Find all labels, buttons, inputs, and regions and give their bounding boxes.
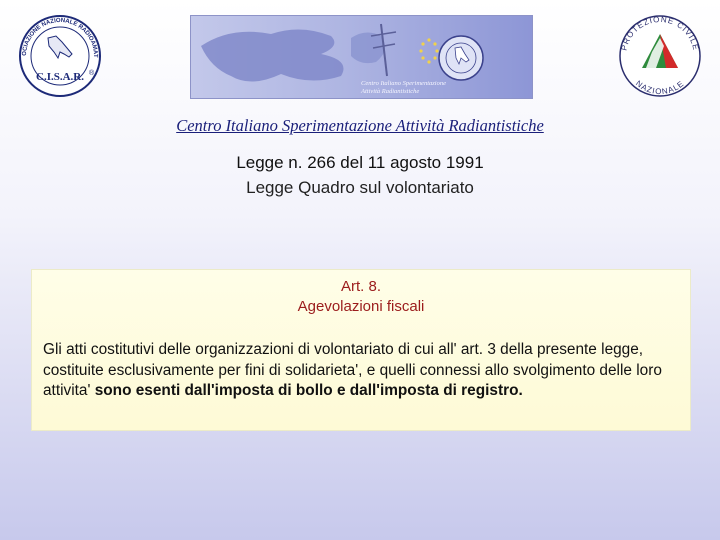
seal-acronym: C.I.S.A.R. xyxy=(36,71,84,83)
banner-caption xyxy=(361,80,446,96)
protezione-civile-logo xyxy=(610,12,710,98)
article-body-emphasis: sono esenti dall'imposta di bollo e dall'imposta di registro. xyxy=(94,382,523,399)
seal-ring-text: OCIAZIONE NAZIONALE RADIOAMAT xyxy=(21,17,99,58)
header-banner xyxy=(190,15,533,99)
article-title: Agevolazioni fiscali xyxy=(297,298,425,315)
law-title: Legge n. 266 del 11 agosto 1991 xyxy=(236,153,484,172)
banner-caption-line1: Centro Italiano Sperimentazione xyxy=(361,80,446,87)
cisar-seal-icon xyxy=(12,12,108,98)
organization-title: Centro Italiano Sperimentazione Attività Radiantistiche xyxy=(176,116,544,135)
pc-ring-bottom: NAZIONALE xyxy=(633,78,687,97)
law-subtitle: Legge Quadro sul volontariato xyxy=(246,178,474,197)
banner-caption-line2: Attività Radiantistiche xyxy=(361,88,420,95)
article-number: Art. 8. xyxy=(340,278,381,295)
article-body xyxy=(43,340,683,402)
cisar-logo xyxy=(12,12,108,98)
seal-registered-mark: ® xyxy=(89,70,95,77)
protezione-civile-icon xyxy=(610,12,710,98)
article-box xyxy=(32,270,690,430)
article-body-text: Gli atti costitutivi delle organizzazioni di volontariato di cui all' art. 3 della presente legge, costituite esclusivamente per fini di solidarieta', e quelli connessi allo svolgimento delle loro attivita' xyxy=(43,341,662,399)
pc-ring-top: PROTEZIONE CIVILE xyxy=(619,14,701,52)
